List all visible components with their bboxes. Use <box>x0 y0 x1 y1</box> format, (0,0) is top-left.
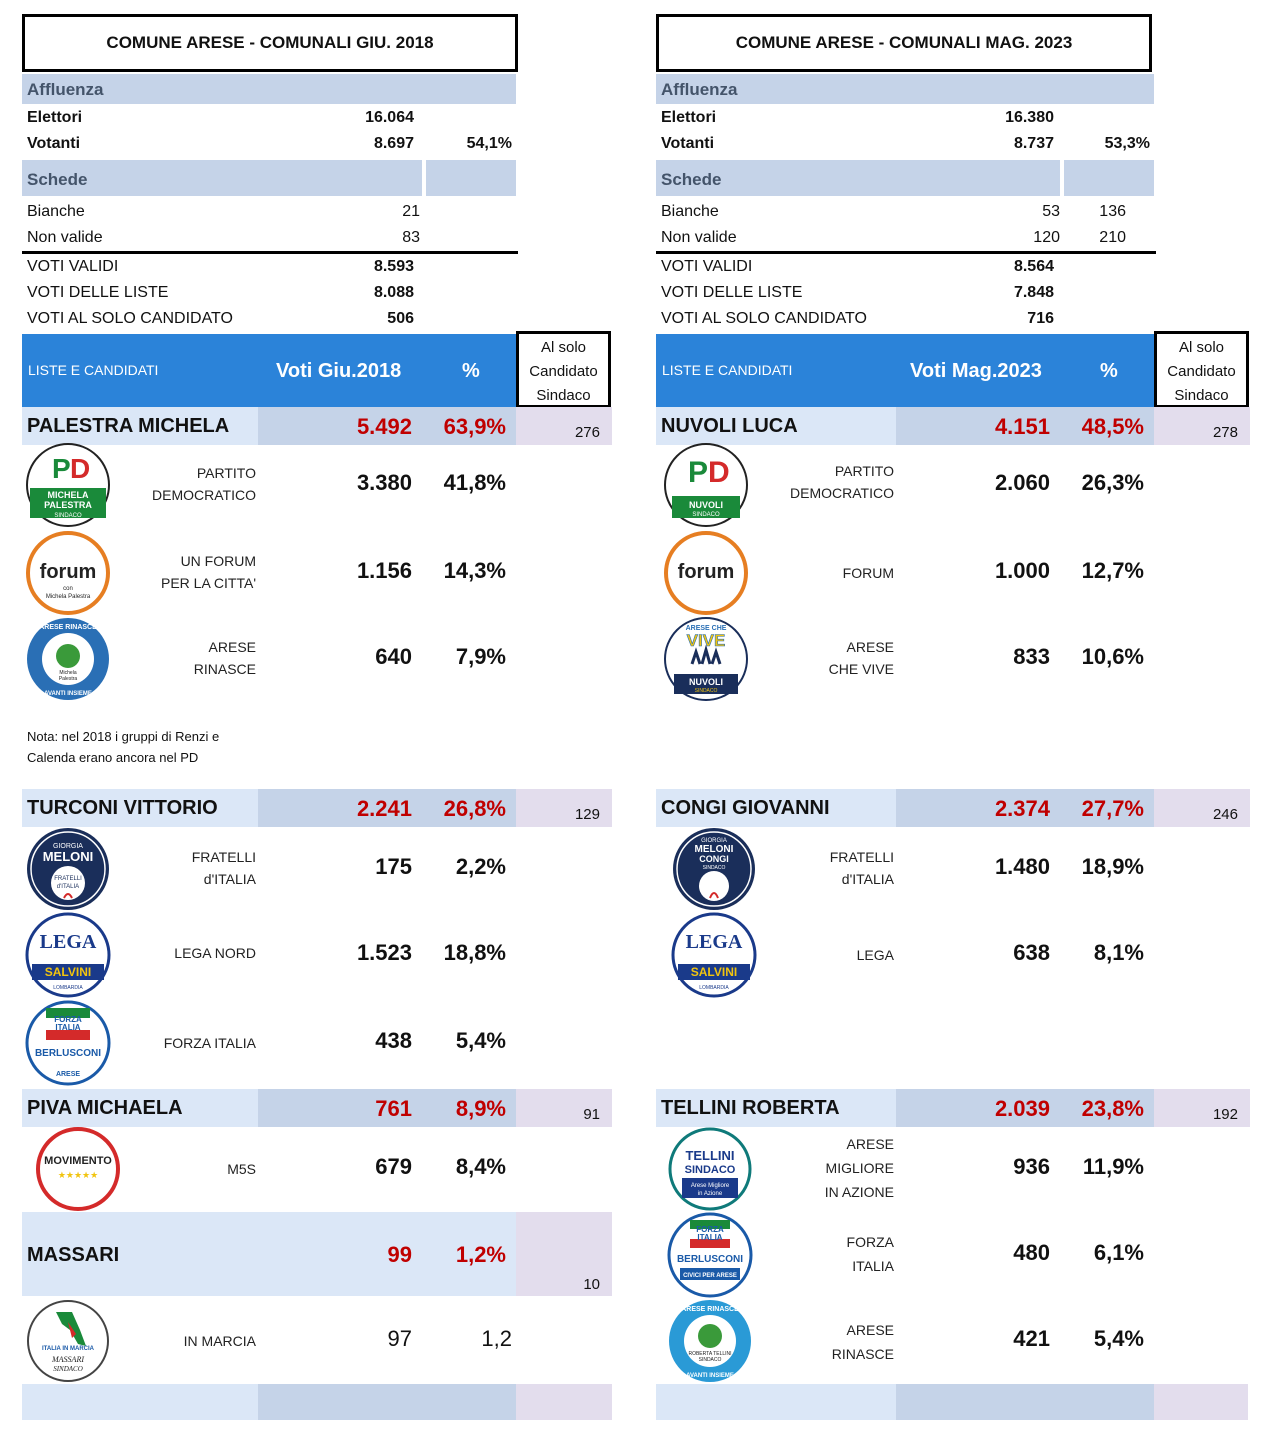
footer-band <box>1154 1384 1248 1420</box>
svg-text:FORZA: FORZA <box>696 1225 724 1234</box>
list-name <box>26 846 256 890</box>
header-solo-2: Candidato <box>529 363 598 380</box>
list-name-line: ITALIA <box>852 1258 894 1274</box>
svg-text:in Azione: in Azione <box>697 1191 723 1197</box>
list-row <box>22 912 612 998</box>
candidate-name: TELLINI ROBERTA <box>661 1097 840 1119</box>
list-name-line: ARESE <box>846 1136 894 1152</box>
voti-validi-label: VOTI VALIDI <box>27 258 119 275</box>
votanti-label: Votanti <box>27 135 81 152</box>
svg-text:BERLUSCONI: BERLUSCONI <box>34 1048 102 1059</box>
list-name-line: d'ITALIA <box>841 871 894 887</box>
voti-solo-label: VOTI AL SOLO CANDIDATO <box>27 310 233 327</box>
candidate-name: TURCONI VITTORIO <box>27 797 218 819</box>
svg-text:MICHELA: MICHELA <box>47 490 89 500</box>
svg-text:d'ITALIA: d'ITALIA <box>56 884 80 890</box>
list-name-line: d'ITALIA <box>203 871 256 887</box>
list-name <box>26 636 256 680</box>
list-pct: 18,8% <box>443 940 506 965</box>
header-solo-3: Sindaco <box>1174 387 1229 404</box>
header-lists: LISTE E CANDIDATI <box>662 362 793 378</box>
svg-text:SINDACO: SINDACO <box>694 688 718 694</box>
list-name <box>664 460 894 504</box>
list-name-line: LEGA NORD <box>174 945 256 961</box>
candidate-name: MASSARI <box>27 1244 120 1266</box>
list-name <box>664 562 894 584</box>
header-pct: % <box>462 360 480 382</box>
svg-text:TELLINI: TELLINI <box>685 1148 735 1163</box>
header-solo-box <box>1154 331 1249 408</box>
candidate-solo-votes: 129 <box>574 806 600 823</box>
header-lists: LISTE E CANDIDATI <box>28 362 159 378</box>
svg-text:NUVOLI: NUVOLI <box>688 500 724 510</box>
list-votes: 936 <box>1013 1154 1050 1179</box>
list-name-line: PARTITO <box>196 465 256 481</box>
candidate-solo-votes: 246 <box>1212 806 1238 823</box>
list-votes: 97 <box>387 1326 412 1351</box>
candidate-pct: 26,8% <box>443 796 506 821</box>
list-name-line: FORUM <box>842 565 894 581</box>
candidate-solo-votes: 91 <box>583 1106 600 1123</box>
list-name-line: UN FORUM <box>180 553 256 569</box>
list-name-line: DEMOCRATICO <box>790 485 894 501</box>
candidate-pct: 1,2% <box>455 1242 506 1267</box>
svg-text:BERLUSCONI: BERLUSCONI <box>676 1254 744 1265</box>
affluenza-label: Affluenza <box>661 80 738 99</box>
candidate-votes: 5.492 <box>356 414 412 439</box>
svg-text:ITALIA: ITALIA <box>55 1023 81 1032</box>
list-votes: 438 <box>375 1028 412 1053</box>
voti-solo-value: 506 <box>387 310 414 327</box>
list-name-line: FRATELLI <box>191 849 256 865</box>
footnote-line: Nota: nel 2018 i gruppi di Renzi e <box>27 729 220 744</box>
candidate-pct: 63,9% <box>443 414 506 439</box>
svg-text:FRATELLI: FRATELLI <box>54 876 82 882</box>
list-name-line: ARESE <box>846 1322 894 1338</box>
list-name <box>664 1230 894 1278</box>
list-pct: 8,4% <box>455 1154 506 1179</box>
header-solo-box <box>516 331 611 408</box>
bianche-value: 53 <box>1042 203 1060 220</box>
list-pct: 18,9% <box>1081 854 1144 879</box>
svg-text:ARESE RINASCE: ARESE RINASCE <box>39 624 97 631</box>
candidate-name: PIVA MICHAELA <box>27 1097 183 1119</box>
header-solo-3: Sindaco <box>536 387 591 404</box>
candidate-solo-votes: 276 <box>574 424 600 441</box>
candidate-votes: 2.039 <box>994 1096 1050 1121</box>
svg-text:CONGI: CONGI <box>699 854 729 864</box>
list-votes: 1.000 <box>994 558 1050 583</box>
votanti-pct: 54,1% <box>466 135 512 152</box>
list-votes: 1.523 <box>356 940 412 965</box>
svg-text:AVANTI INSIEME: AVANTI INSIEME <box>686 1373 734 1379</box>
svg-text:ITALIA IN MARCIA: ITALIA IN MARCIA <box>42 1346 94 1352</box>
list-row <box>656 1212 1246 1298</box>
non-valide-value: 83 <box>402 229 420 246</box>
list-name <box>664 1132 894 1204</box>
svg-text:MOVIMENTO: MOVIMENTO <box>44 1155 112 1167</box>
svg-text:SINDACO: SINDACO <box>702 865 726 871</box>
panel-title-text: COMUNE ARESE - COMUNALI MAG. 2023 <box>735 33 1073 52</box>
list-row <box>656 912 1246 998</box>
svg-text:SINDACO: SINDACO <box>692 512 720 518</box>
svg-text:★★★★★: ★★★★★ <box>57 1171 99 1181</box>
non-valide-extra-value: 210 <box>1099 229 1126 246</box>
votanti-pct: 53,3% <box>1104 135 1150 152</box>
list-name <box>26 942 256 964</box>
svg-text:LEGA: LEGA <box>685 931 743 953</box>
list-row <box>22 442 612 528</box>
panel-title-text: COMUNE ARESE - COMUNALI GIU. 2018 <box>106 33 434 52</box>
non-valide-value: 120 <box>1033 229 1060 246</box>
election-2023-panel <box>656 0 1256 1438</box>
svg-text:forum: forum <box>39 561 97 583</box>
svg-text:forum: forum <box>677 561 735 583</box>
svg-text:SALVINI: SALVINI <box>44 965 92 979</box>
header-solo-1: Al solo <box>1178 339 1225 356</box>
non-valide-label: Non valide <box>27 229 103 246</box>
svg-text:ARESE CHE: ARESE CHE <box>685 625 727 632</box>
list-votes: 1.156 <box>356 558 412 583</box>
list-votes: 638 <box>1013 940 1050 965</box>
list-votes: 679 <box>375 1154 412 1179</box>
candidate-votes: 99 <box>387 1242 412 1267</box>
svg-text:Michela: Michela <box>59 670 77 676</box>
panel-title <box>22 14 518 72</box>
svg-text:Arese Migliore: Arese Migliore <box>690 1183 730 1189</box>
list-pct: 7,9% <box>455 644 506 669</box>
candidate-votes: 2.374 <box>994 796 1050 821</box>
svg-text:LEGA: LEGA <box>39 931 97 953</box>
list-name <box>26 550 256 594</box>
voti-validi-label: VOTI VALIDI <box>661 258 753 275</box>
list-name-line: FORZA ITALIA <box>163 1035 256 1051</box>
candidate-pct: 23,8% <box>1081 1096 1144 1121</box>
footer-band <box>22 1384 258 1420</box>
schede-band-extra <box>1064 160 1154 196</box>
list-name-line: FRATELLI <box>829 849 894 865</box>
list-name <box>664 944 894 966</box>
list-row <box>656 1126 1246 1212</box>
voti-liste-value: 8.088 <box>373 284 414 301</box>
list-name-line: FORZA <box>846 1234 894 1250</box>
elettori-label: Elettori <box>27 109 83 126</box>
list-pct: 1,2 <box>481 1326 512 1351</box>
list-row <box>22 530 612 616</box>
candidate-row <box>656 789 1246 827</box>
svg-text:ARESE RINASCE: ARESE RINASCE <box>681 1306 739 1313</box>
list-name-line: LEGA <box>856 947 894 963</box>
list-pct: 6,1% <box>1093 1240 1144 1265</box>
header-solo-1: Al solo <box>540 339 587 356</box>
list-name-line: IN AZIONE <box>824 1184 894 1200</box>
candidate-solo-votes: 192 <box>1212 1106 1238 1123</box>
voti-liste-value: 7.848 <box>1013 284 1054 301</box>
bianche-label: Bianche <box>661 203 719 220</box>
candidate-votes: 761 <box>375 1096 412 1121</box>
panel-title <box>656 14 1152 72</box>
list-name <box>664 846 894 890</box>
header-voti: Voti Mag.2023 <box>910 360 1042 382</box>
list-pct: 41,8% <box>443 470 506 495</box>
candidate-pct: 48,5% <box>1081 414 1144 439</box>
footnote-line: Calenda erano ancora nel PD <box>27 750 199 765</box>
svg-text:D: D <box>708 456 730 489</box>
list-name <box>26 1158 256 1180</box>
footer-band <box>656 1384 896 1420</box>
list-pct: 5,4% <box>455 1028 506 1053</box>
candidate-row <box>656 1089 1246 1127</box>
affluenza-label: Affluenza <box>27 80 104 99</box>
schede-label: Schede <box>27 170 88 189</box>
candidate-row <box>22 1212 612 1296</box>
list-row <box>656 442 1246 528</box>
bianche-extra-value: 136 <box>1099 203 1126 220</box>
svg-text:P: P <box>52 453 71 484</box>
list-votes: 3.380 <box>356 470 412 495</box>
list-pct: 12,7% <box>1081 558 1144 583</box>
svg-text:GIORGIA: GIORGIA <box>53 843 83 850</box>
footer-band <box>258 1384 516 1420</box>
svg-text:PALESTRA: PALESTRA <box>44 500 92 510</box>
list-name-line: MIGLIORE <box>825 1160 894 1176</box>
header-solo-2: Candidato <box>1167 363 1236 380</box>
svg-text:AVANTI INSIEME: AVANTI INSIEME <box>44 691 92 697</box>
svg-text:NUVOLI: NUVOLI <box>688 677 724 687</box>
schede-band-extra <box>426 160 516 196</box>
svg-text:MELONI: MELONI <box>42 849 94 864</box>
list-name-line: RINASCE <box>193 661 256 677</box>
schede-label: Schede <box>661 170 722 189</box>
header-voti: Voti Giu.2018 <box>276 360 402 382</box>
bianche-label: Bianche <box>27 203 85 220</box>
list-name <box>26 1330 256 1352</box>
svg-text:SINDACO: SINDACO <box>684 1164 736 1176</box>
voti-liste-label: VOTI DELLE LISTE <box>661 284 803 301</box>
list-row <box>22 1126 612 1212</box>
candidate-row <box>22 407 612 445</box>
votanti-value: 8.737 <box>1013 135 1054 152</box>
list-name <box>664 636 894 680</box>
elettori-value: 16.380 <box>1005 109 1054 126</box>
candidate-row <box>22 1089 612 1127</box>
svg-text:VIVE: VIVE <box>686 631 726 650</box>
svg-text:ITALIA: ITALIA <box>697 1233 723 1242</box>
svg-text:con: con <box>63 586 73 592</box>
election-2018-panel <box>22 0 622 1438</box>
candidate-pct: 27,7% <box>1081 796 1144 821</box>
candidate-solo-votes: 10 <box>583 1276 600 1293</box>
bianche-value: 21 <box>402 203 420 220</box>
list-votes: 421 <box>1013 1326 1050 1351</box>
svg-text:SALVINI: SALVINI <box>690 965 738 979</box>
candidate-votes: 2.241 <box>356 796 412 821</box>
list-name-line: ARESE <box>208 639 256 655</box>
svg-text:P: P <box>688 456 709 489</box>
list-name-line: PER LA CITTA' <box>161 575 256 591</box>
elettori-value: 16.064 <box>365 109 414 126</box>
list-name-line: CHE VIVE <box>828 661 894 677</box>
list-name-line: DEMOCRATICO <box>152 487 256 503</box>
list-pct: 26,3% <box>1081 470 1144 495</box>
svg-text:LOMBARDIA: LOMBARDIA <box>699 985 729 991</box>
voti-solo-value: 716 <box>1027 310 1054 327</box>
list-pct: 11,9% <box>1082 1154 1144 1179</box>
svg-text:LOMBARDIA: LOMBARDIA <box>53 985 83 991</box>
list-name-line: ARESE <box>846 639 894 655</box>
footer-band <box>516 1384 612 1420</box>
list-votes: 2.060 <box>994 470 1050 495</box>
list-row <box>22 1000 612 1086</box>
svg-text:SINDACO: SINDACO <box>54 513 82 519</box>
svg-text:FORZA: FORZA <box>54 1015 82 1024</box>
list-pct: 14,3% <box>443 558 506 583</box>
voti-validi-value: 8.593 <box>373 258 414 275</box>
list-row <box>656 826 1246 912</box>
svg-text:ARESE: ARESE <box>55 1071 81 1078</box>
list-pct: 10,6% <box>1081 644 1144 669</box>
voti-liste-label: VOTI DELLE LISTE <box>27 284 169 301</box>
list-name-line: IN MARCIA <box>183 1333 256 1349</box>
list-pct: 8,1% <box>1093 940 1144 965</box>
svg-text:GIORGIA: GIORGIA <box>701 838 727 844</box>
header-pct: % <box>1100 360 1118 382</box>
svg-text:MELONI: MELONI <box>694 844 734 855</box>
list-votes: 640 <box>375 644 412 669</box>
list-pct: 2,2% <box>455 854 506 879</box>
list-name <box>664 1318 894 1366</box>
list-name <box>26 462 256 506</box>
candidate-votes: 4.151 <box>994 414 1050 439</box>
divider <box>656 251 1156 254</box>
voti-solo-label: VOTI AL SOLO CANDIDATO <box>661 310 867 327</box>
non-valide-label: Non valide <box>661 229 737 246</box>
list-row <box>656 530 1246 616</box>
list-name-line: RINASCE <box>831 1346 894 1362</box>
candidate-name: NUVOLI LUCA <box>661 415 798 437</box>
svg-text:Palestra: Palestra <box>58 676 78 682</box>
candidate-pct: 8,9% <box>455 1096 506 1121</box>
list-votes: 480 <box>1013 1240 1050 1265</box>
list-row <box>22 826 612 912</box>
list-row <box>656 616 1246 702</box>
footer-band <box>896 1384 1154 1420</box>
list-name-line: PARTITO <box>834 463 894 479</box>
svg-text:Michela Palestra: Michela Palestra <box>45 594 91 600</box>
list-votes: 175 <box>375 854 412 879</box>
list-votes: 1.480 <box>994 854 1050 879</box>
candidate-name: CONGI GIOVANNI <box>661 797 830 819</box>
candidate-solo-votes: 278 <box>1212 424 1238 441</box>
candidate-name: PALESTRA MICHELA <box>27 415 230 437</box>
candidate-row <box>22 789 612 827</box>
svg-text:MASSARI: MASSARI <box>52 1355 84 1364</box>
svg-text:SINDACO: SINDACO <box>698 1357 722 1363</box>
svg-text:CIVICI PER ARESE: CIVICI PER ARESE <box>683 1273 737 1279</box>
svg-text:D: D <box>70 453 91 484</box>
candidate-row <box>656 407 1246 445</box>
list-row <box>22 616 612 702</box>
list-row <box>22 1298 612 1384</box>
elettori-label: Elettori <box>661 109 717 126</box>
divider <box>22 251 518 254</box>
svg-text:ROBERTA TELLINI: ROBERTA TELLINI <box>688 1351 732 1357</box>
list-votes: 833 <box>1013 644 1050 669</box>
list-pct: 5,4% <box>1093 1326 1144 1351</box>
footnote <box>27 726 219 768</box>
voti-validi-value: 8.564 <box>1013 258 1054 275</box>
list-name <box>26 1032 256 1054</box>
votanti-label: Votanti <box>661 135 715 152</box>
list-row <box>656 1298 1246 1384</box>
svg-text:SINDACO: SINDACO <box>53 1365 83 1373</box>
votanti-value: 8.697 <box>373 135 414 152</box>
list-name-line: M5S <box>227 1161 256 1177</box>
